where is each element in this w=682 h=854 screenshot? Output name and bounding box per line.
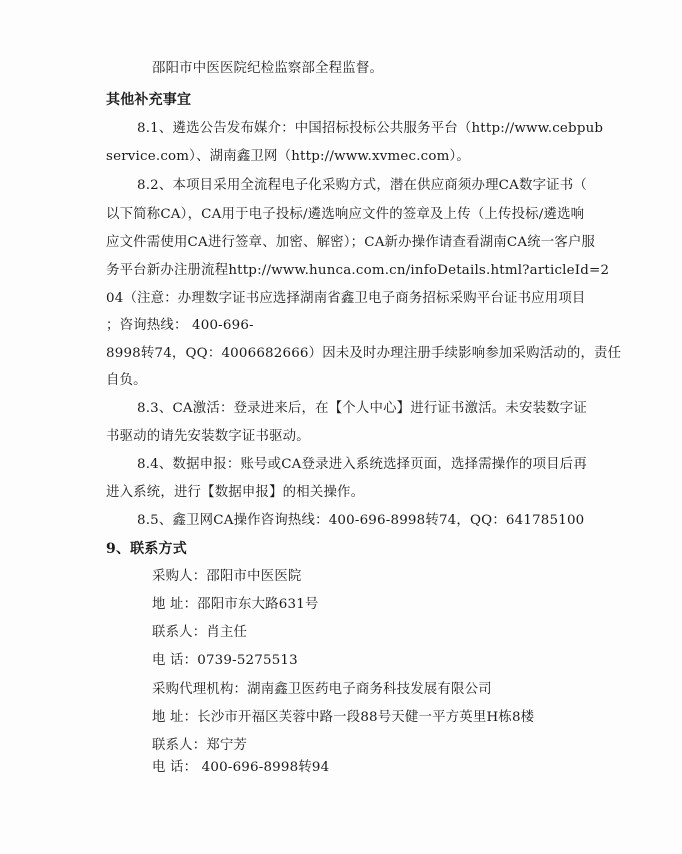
purchaser-contact-line: 联系人：肖主任 bbox=[152, 625, 248, 640]
purchaser-address-line: 地 址：邵阳市东大路631号 bbox=[152, 597, 319, 612]
item-8-1-line-2: service.com）、湖南鑫卫网（http://www.xvmec.com）。 bbox=[106, 149, 470, 164]
purchaser-line: 采购人：邵阳市中医医院 bbox=[152, 569, 302, 584]
item-8-4-line-1: 8.4、数据申报：账号或CA登录进入系统选择页面，选择需操作的项目后再 bbox=[137, 457, 587, 472]
item-8-2-line-7: 8998转74，QQ：4006682666）因未及时办理注册手续影响参加采购活动的，责任 bbox=[106, 346, 622, 361]
item-8-5-line-1: 8.5、鑫卫网CA操作咨询热线：400-696-8998转74，QQ：641785100 bbox=[137, 513, 585, 528]
item-8-2-line-1: 8.2、本项目采用全流程电子化采购方式，潜在供应商须办理CA数字证书（ bbox=[137, 178, 587, 193]
item-8-2-line-6: ；咨询热线： 400-696- bbox=[106, 318, 254, 333]
purchaser-phone-line: 电 话：0739-5275513 bbox=[152, 653, 298, 668]
contact-heading: 9、联系方式 bbox=[106, 541, 187, 557]
agency-address-line: 地 址：长沙市开福区芙蓉中路一段88号天健一平方英里H栋8楼 bbox=[152, 710, 535, 725]
other-matters-heading: 其他补充事宜 bbox=[106, 92, 192, 108]
agency-contact-line: 联系人：郑宁芳 bbox=[152, 738, 248, 753]
agency-phone-line: 电 话： 400-696-8998转94 bbox=[152, 760, 330, 775]
item-8-2-line-2: 以下简称CA），CA用于电子投标/遴选响应文件的签章及上传（上传投标/遴选响 bbox=[106, 207, 585, 222]
item-8-2-line-8: 自负。 bbox=[106, 373, 147, 388]
agency-line: 采购代理机构：湖南鑫卫医药电子商务科技发展有限公司 bbox=[152, 682, 492, 697]
item-8-3-line-1: 8.3、CA激活：登录进来后，在【个人中心】进行证书激活。未安装数字证 bbox=[137, 401, 587, 416]
supervision-line: 邵阳市中医医院纪检监察部全程监督。 bbox=[152, 61, 384, 76]
item-8-2-line-3: 应文件需使用CA进行签章、加密、解密）；CA新办操作请查看湖南CA统一客户服 bbox=[106, 235, 596, 250]
item-8-2-line-4: 务平台新办注册流程http://www.hunca.com.cn/infoDetails.html?articleId=2 bbox=[106, 263, 610, 278]
item-8-2-line-5: 04（注意：办理数字证书应选择湖南省鑫卫电子商务招标采购平台证书应用项目 bbox=[106, 291, 586, 306]
item-8-4-line-2: 进入系统，进行【数据申报】的相关操作。 bbox=[106, 485, 365, 500]
item-8-3-line-2: 书驱动的请先安装数字证书驱动。 bbox=[106, 429, 310, 444]
item-8-1-line-1: 8.1、遴选公告发布媒介：中国招标投标公共服务平台（http://www.cebpub bbox=[137, 121, 604, 136]
